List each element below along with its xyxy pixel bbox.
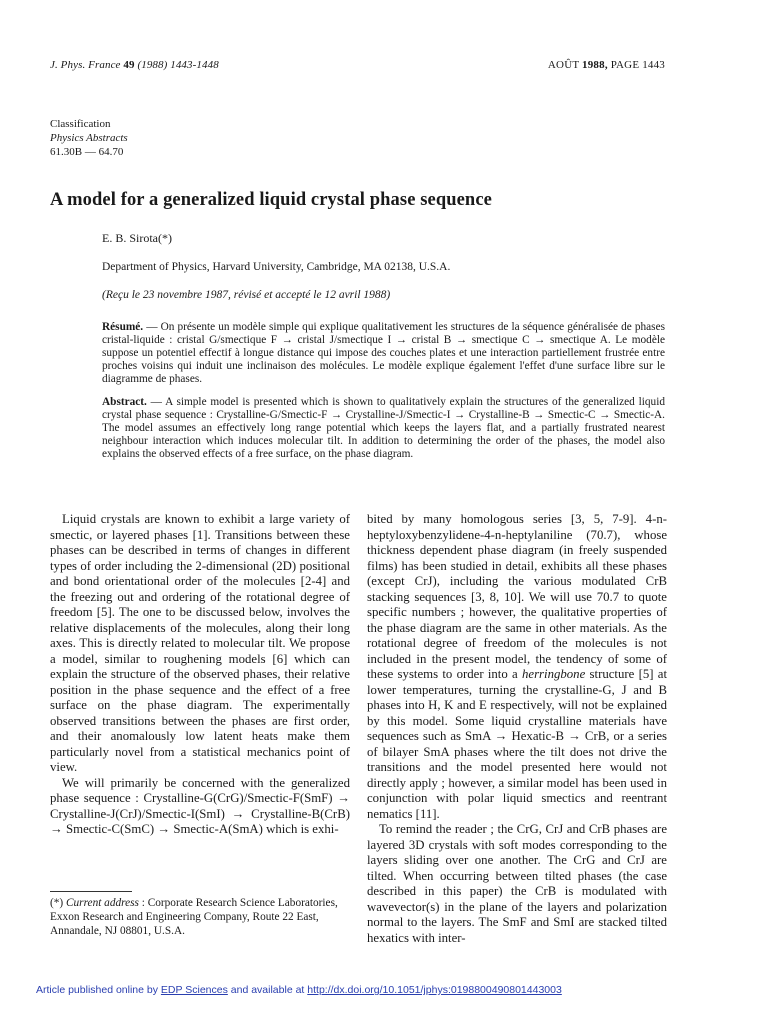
author-affiliation: Department of Physics, Harvard University, Cambridge, MA 02138, U.S.A. <box>102 261 451 273</box>
abstract-paragraph <box>102 396 665 461</box>
paper-title: A model for a generalized liquid crystal phase sequence <box>50 190 492 210</box>
abstract-label: Abstract. <box>102 396 147 408</box>
footnote-marker: (*) <box>50 897 66 909</box>
page-info <box>548 59 665 71</box>
body-text: structure [5] at lower temperatures, turning the crystalline-G, J and B phases into H, K and E respectively, will not be explained by this model. Some liquid crystalline materials have sequences such as SmA → Hexatic-B → CrB, or a series of bilayer SmA phases where the tilt does not drive the transitions and the model presented here would not directly apply ; however, a similar model has been used in conjunction with polar liquid smectics and reentrant nematics [11]. <box>367 667 667 821</box>
author-name: E. B. Sirota(*) <box>102 231 172 245</box>
page-number: 1443 <box>642 59 665 71</box>
body-paragraph <box>367 512 667 822</box>
body-paragraph: Liquid crystals are known to exhibit a large variety of smectic, or layered phases [1]. Transitions between these phases can be described in terms of changes in different types of order including the 2-dimensional (2D) positional and bond orientational order of the molecules [2-4] and the freezing out and ordering of the rotational degree of freedom [5]. The one to be discussed below, involves the relative displacements of the molecules, along their long axes. This is directly related to molecular tilt. We propose a model, similar to roughening models [6] which can explain the structure of the observed phases, their relative position in the phase sequence and the effect of a free surface on the phase diagram. The experimentally observed transitions between the phases are first order, and their anomalously low latent heats make them particularly novel from a statistical mechanics point of view. <box>50 512 350 774</box>
classification-label: Classification <box>50 118 111 130</box>
received-dates: (Reçu le 23 novembre 1987, révisé et accepté le 12 avril 1988) <box>102 289 391 301</box>
body-text: bited by many homologous series [3, 5, 7-9]. 4-n-heptyloxybenzylidene-4-n-heptylaniline (70.7), whose thickness dependent phase diagram (in freely suspended films) has been studied in detail, exhibits all these phases (except CrJ), including the various modulated CrB stacking sequences [3, 8, 10]. We will use 70.7 to quote specific numbers ; however, the qualitative properties of the phase diagram are the same in other materials. As the rotational degree of freedom of the molecules is not included in the present model, the tendency of some of these systems to order into a <box>367 512 667 681</box>
emphasis-term: herringbone <box>521 667 586 681</box>
footnote-rule <box>50 891 132 892</box>
doi-link[interactable]: http://dx.doi.org/10.1051/jphys:0198800490801443003 <box>307 984 562 996</box>
classification-block <box>50 117 128 159</box>
resume-paragraph <box>102 321 665 386</box>
body-paragraph: To remind the reader ; the CrG, CrJ and CrB phases are layered 3D crystals with soft modes corresponding to the layers sliding over one another. The CrG and CrJ are tilted. When occurring between tilted phases (the case described in this paper) the CrB is modulated with wavevector(s) in the plane of the layers and polarization normal to the layers. The SmF and SmI are stacked tilted hexatics with inter- <box>367 822 667 945</box>
classification-source: Physics Abstracts <box>50 132 128 144</box>
page-label: PAGE <box>610 59 640 71</box>
abstract-text: — A simple model is presented which is shown to qualitatively explain the structures of the generalized liquid crystal phase sequence : Crystalline-G/Smectic-F → Crystalline-J/Smectic-I → Crystalline-B → Smectic-C → Smectic-A. The model assumes an effectively long range potential which keeps the layers flat, and a partially frustrated nearest neighbour interaction which induces molecular tilt. In addition to determining the order of the phases, the model also explains the observed effects of a free surface, on the phase diagram. <box>102 396 665 460</box>
body-paragraph: We will primarily be concerned with the generalized phase sequence : Crystalline-G(CrG)/Smectic-F(SmF) → Crystalline-J(CrJ)/Smectic-I(SmI) → Crystalline-B(CrB) → Smectic-C(SmC) → Smectic-A(SmA) which is exhi- <box>50 775 350 836</box>
publication-footer <box>36 984 562 996</box>
journal-year-pages: (1988) 1443-1448 <box>137 59 219 71</box>
body-column-right <box>367 512 667 946</box>
journal-citation <box>50 59 219 71</box>
issue-month: AOÛT <box>547 59 580 71</box>
issue-year: 1988, <box>582 59 608 71</box>
body-column-left <box>50 512 350 838</box>
journal-volume: 49 <box>123 59 135 71</box>
publisher-link[interactable]: EDP Sciences <box>160 984 228 996</box>
footnote <box>50 896 350 938</box>
footer-middle: and available at <box>227 984 308 996</box>
resume-text: — On présente un modèle simple qui explique qualitativement les structures de la séquence généralisée de phases cristal-liquide : cristal G/smectique F → cristal J/smectique I → cristal B → smectique C → smectique A. Le modèle suppose un potentiel effectif à longue distance qui impose des couches plates et une interaction partiellement frustrée entre proches voisins qui induit une inclinaison des molécules. Le modèle explique également l'effet d'une surface libre sur le diagramme de phases. <box>102 321 665 385</box>
footnote-label: Current address <box>66 897 139 909</box>
classification-codes: 61.30B — 64.70 <box>50 146 124 158</box>
footnote-text: : Corporate Research Science Laboratories, Exxon Research and Engineering Company, Route 22 East, Annandale, NJ 08801, U.S.A. <box>50 897 338 937</box>
journal-name: J. Phys. France <box>50 59 121 71</box>
footer-prefix: Article published online by <box>36 984 161 996</box>
resume-label: Résumé. <box>102 321 144 333</box>
